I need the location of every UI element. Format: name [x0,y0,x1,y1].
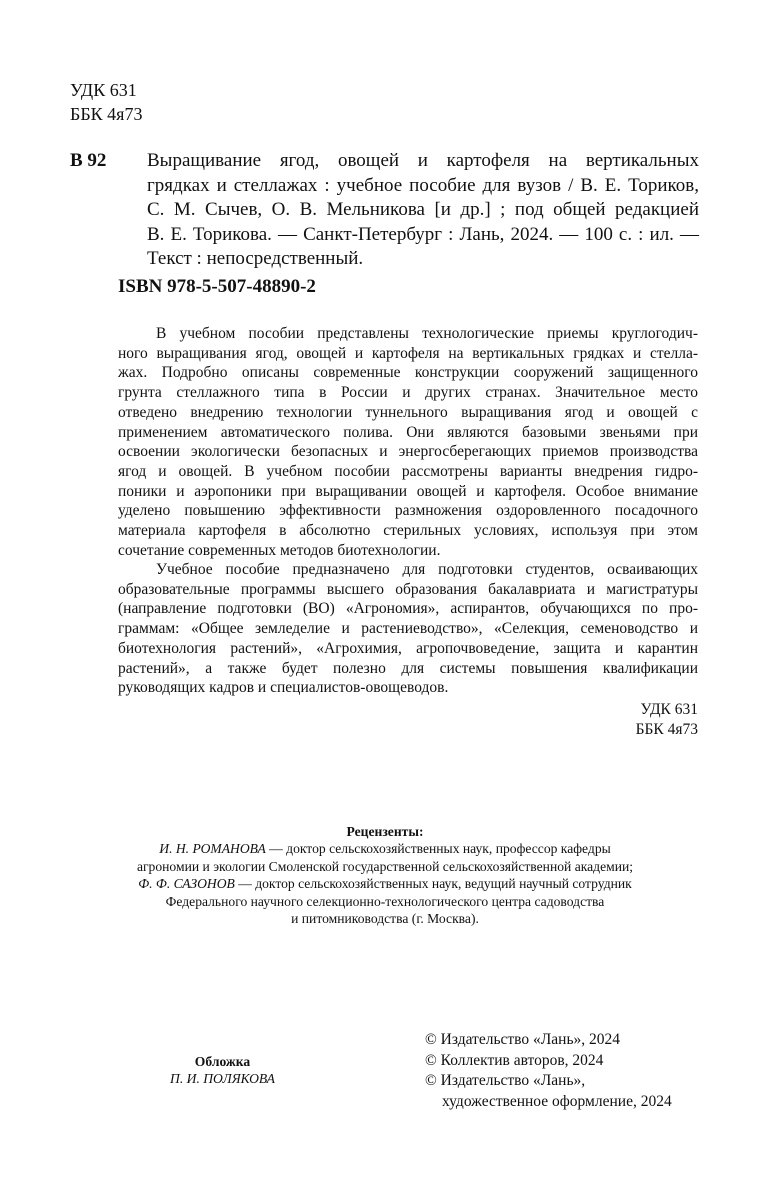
annotation-line: отведено внедрению технологии туннельного выращивания ягод и овощей с [118,403,698,421]
annotation-line: поники и аэропоники при выращивании овощей и картофеля. Особое внимание [118,482,698,500]
annotation-line: растений», а также будет полезно для системы повышения квалификации [118,659,698,677]
copyright-line: © Издательство «Лань», 2024 [425,1031,621,1048]
reviewer-1 [70,840,700,857]
bib-line: С. М. Сычев, О. В. Мельникова [и др.] ; под общей редакцией [147,199,699,221]
reviewers-title: Рецензенты: [346,824,424,839]
annotation-line: биотехнология растений», «Агрохимия, агропочвоведение, защита и карантин [118,639,698,657]
reviewer-1-name: И. Н. РОМАНОВА [159,841,266,857]
annotation-line: ного выращивания ягод, овощей и картофеля на вертикальных грядках и стелла- [118,344,698,362]
annotation-line: освоении экологически безопасных и энергосберегающих приемов производства [118,443,698,461]
reviewer-2-name: Ф. Ф. САЗОНОВ [138,876,235,892]
reviewers-block [70,823,700,927]
bib-line: Текст : непосредственный. [147,248,364,270]
annotation-line: образовательные программы высшего образования бакалавриата и магистратуры [118,580,698,598]
copyright-line: © Коллектив авторов, 2024 [425,1051,604,1069]
annotation-line: грунта стеллажного типа в России и других странах. Значительное место [118,384,698,402]
reviewer-2-desc: — доктор сельскохозяйственных наук, ведущий научный сотрудник [234,876,632,892]
reviewer-2 [70,875,700,892]
copyright-line: художественное оформление, 2024 [442,1092,672,1110]
cover-credit [150,1053,295,1088]
copyright-line: © Издательство «Лань», [425,1072,586,1089]
annotation-line: применением автоматического полива. Они являются базовыми звеньями при [118,423,698,441]
annotation-line: руководящих кадров и специалистов-овощеводов. [118,679,449,697]
annotation-line: сочетание современных методов биотехнологии. [118,541,441,559]
udk-code: УДК 631 [70,80,137,100]
copyright-block [425,1030,672,1112]
annotation-line: материала картофеля в абсолютно стерильных условиях, используя при этом [118,522,698,540]
bib-line: грядках и стеллажах : учебное пособие для вузов / В. Е. Ториков, [147,174,699,196]
annotation-line: ягод и овощей. В учебном пособии рассмотрены варианты внедрения гидро- [118,462,698,480]
isbn: ISBN 978-5-507-48890-2 [118,276,316,297]
annotation-line: граммам: «Общее земледелие и растениеводство», «Селекция, семеноводство и [118,620,698,638]
annotation-paragraph-1 [118,324,698,560]
bib-line: В. Е. Торикова. — Санкт-Петербург : Лань, 2024. — 100 с. : ил. — [147,223,699,245]
cover-designer: П. И. ПОЛЯКОВА [170,1071,275,1087]
reviewer-1-affiliation: агрономии и экологии Смоленской государственной сельскохозяйственной академии; [136,858,634,874]
reviewer-2-affiliation: Федерального научного селекционно-технологического центра садоводства [165,893,605,909]
bbk-code: ББК 4я73 [70,104,143,124]
bibliographic-description [147,149,699,272]
annotation-udk: УДК 631 [640,701,698,718]
annotation-bbk: ББК 4я73 [635,721,698,738]
annotation-line: уделено повышению эффективности размножения оздоровленного посадочного [118,502,698,520]
reviewer-1-desc: — доктор сельскохозяйственных наук, профессор кафедры [265,841,611,857]
author-cipher: В 92 [70,150,107,171]
annotation-line: жах. Подробно описаны современные конструкции сооружений защищенного [118,364,698,382]
annotation-line: Учебное пособие предназначено для подготовки студентов, осваивающих [156,561,698,578]
annotation-paragraph-2 [118,560,698,698]
bib-line: Выращивание ягод, овощей и картофеля на вертикальных [147,150,699,171]
annotation-line: В учебном пособии представлены технологические приемы круглогодич- [156,325,698,342]
annotation-line: (направление подготовки (ВО) «Агрономия», аспирантов, обучающихся по про- [118,600,698,618]
cover-title: Обложка [194,1054,251,1069]
reviewer-2-affiliation-cont: и питомниководства (г. Москва). [291,911,479,927]
